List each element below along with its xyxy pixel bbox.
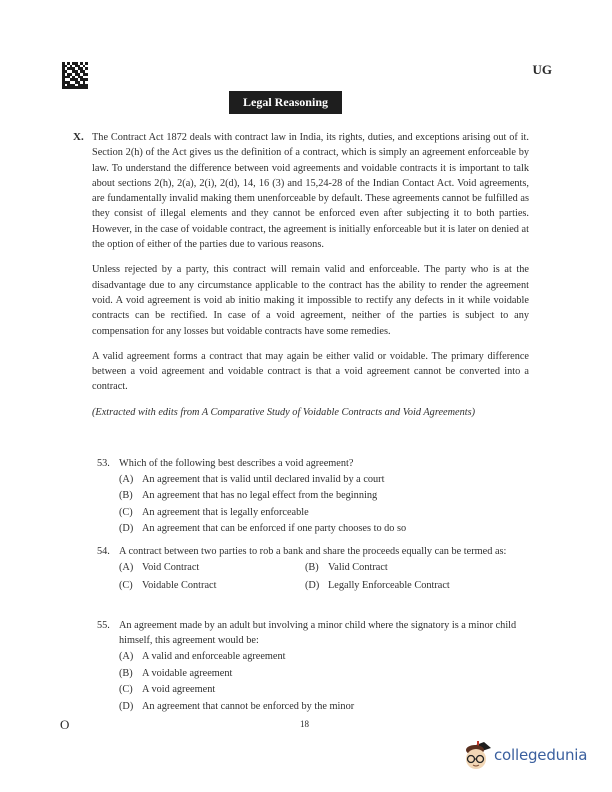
- option-text: A valid and enforceable agreement: [142, 651, 286, 663]
- option-letter: (A): [119, 561, 134, 573]
- option-letter: (D): [305, 580, 320, 592]
- option-c: [119, 578, 305, 595]
- option-b: [305, 559, 529, 576]
- page-number: 18: [300, 719, 309, 729]
- option-text: An agreement that cannot be enforced by the minor: [142, 700, 355, 712]
- option-text: Void Contract: [142, 561, 200, 573]
- footer-mark: O: [60, 717, 70, 732]
- option-letter: (C): [119, 580, 133, 592]
- question-53: [97, 456, 529, 537]
- option-d: [305, 578, 529, 595]
- brand-name: collegedunia: [494, 746, 588, 764]
- passage-paragraph: A valid agreement forms a contract that may again be either valid or voidable. The primary difference between a void agreement and voidable contract is that a void agreement cannot be converted into a contract.: [92, 350, 529, 393]
- level-label: UG: [532, 62, 552, 77]
- option-letter: (C): [119, 684, 133, 696]
- option-text: A voidable agreement: [142, 667, 233, 679]
- option-text: Legally Enforceable Contract: [328, 580, 450, 592]
- question-54: [97, 544, 529, 594]
- option-letter: (B): [119, 667, 133, 679]
- question-55: [97, 618, 529, 715]
- option-letter: (D): [119, 523, 134, 535]
- datamatrix-code-icon: [62, 62, 88, 89]
- passage: [92, 130, 529, 430]
- option-letter: (A): [119, 473, 134, 485]
- question-text: A contract between two parties to rob a bank and share the proceeds equally can be termed as:: [119, 546, 507, 557]
- option-text: A void agreement: [142, 684, 216, 696]
- option-text: An agreement that can be enforced if one party chooses to do so: [142, 523, 407, 535]
- option-d: [119, 698, 529, 715]
- section-title: Legal Reasoning: [229, 91, 342, 114]
- question-text: An agreement made by an adult but involving a minor child where the signatory is a minor child himself, this agreement would be:: [119, 620, 517, 647]
- option-b: [119, 488, 529, 505]
- mascot-icon: [462, 738, 492, 772]
- collegedunia-logo: [462, 738, 587, 772]
- option-text: An agreement that is legally enforceable: [142, 506, 309, 518]
- option-text: An agreement that has no legal effect from the beginning: [142, 490, 378, 502]
- question-number: 53.: [97, 458, 110, 469]
- question-text: Which of the following best describes a void agreement?: [119, 458, 354, 469]
- question-number: 55.: [97, 620, 110, 631]
- option-letter: (B): [119, 490, 133, 502]
- option-c: [119, 682, 529, 699]
- option-text: An agreement that is valid until declared invalid by a court: [142, 473, 385, 485]
- passage-paragraph: The Contract Act 1872 deals with contract law in India, its rights, duties, and exceptions arising out of it. Section 2(h) of the Act gives us the definition of a contract, which is simply an agreement enforceable by law. To understand the difference between void agreements and voidable contracts it is important to talk about sections 2(h), 2(a), 2(i), 2(d), 14, 16 (3) and 15,24-28 of the Indian Contact Act. Void agreements, are fundamentally invalid making them unenforceable by default. These agreements cannot be fulfilled as they consist of illegal elements and they cannot be enforced even after subjecting it to both parties. However, in the case of voidable contract, the agreement is initially enforceable but it is later on denied at the option of either of the parties due to various reasons.: [92, 132, 529, 251]
- passage-citation: (Extracted with edits from A Comparative Study of Voidable Contracts and Void Agreements): [92, 406, 476, 418]
- passage-paragraph: Unless rejected by a party, this contract will remain valid and enforceable. The party who is at the disadvantage due to any circumstance applicable to the contract has the ability to render the agreement void. A void agreement is void ab initio making it impossible to rectify any defects in it while voidable contracts can be rectified. In case of a void agreement, neither of the parties is subject to any compensation for any losses but voidable contracts have some remedies.: [92, 264, 529, 337]
- option-letter: (D): [119, 700, 134, 712]
- option-a: [119, 649, 529, 666]
- option-text: Valid Contract: [328, 561, 388, 573]
- option-a: [119, 559, 305, 576]
- option-letter: (C): [119, 506, 133, 518]
- option-a: [119, 471, 529, 488]
- option-c: [119, 504, 529, 521]
- option-text: Voidable Contract: [142, 580, 217, 592]
- option-d: [119, 521, 529, 538]
- option-b: [119, 665, 529, 682]
- option-letter: (A): [119, 651, 134, 663]
- question-number: 54.: [97, 546, 110, 557]
- passage-marker: X.: [73, 131, 84, 143]
- option-letter: (B): [305, 561, 319, 573]
